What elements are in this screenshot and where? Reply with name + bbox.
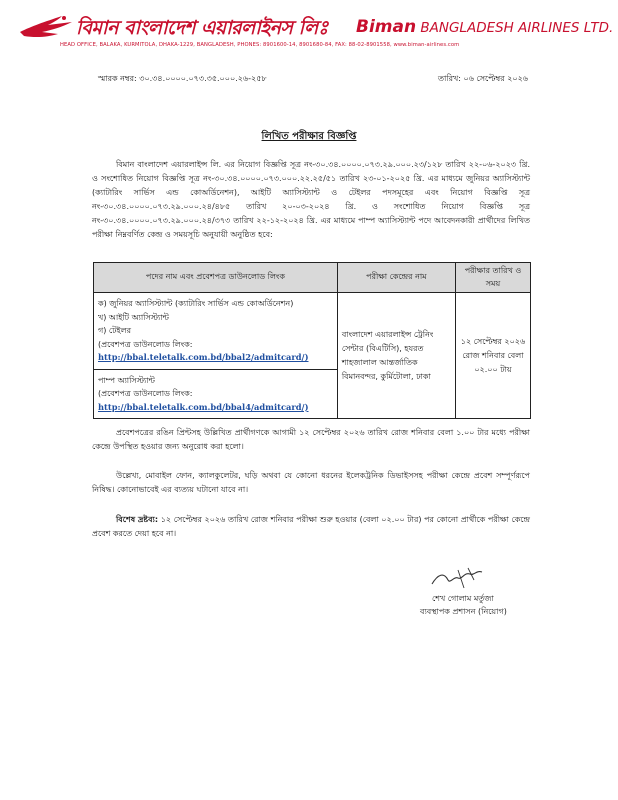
post-item: গ) টেইলর — [98, 326, 132, 335]
admit-card-link-2[interactable]: http://bbal.teletalk.com.bd/bbal4/admitcard/) — [98, 401, 309, 412]
intro-paragraph: বিমান বাংলাদেশ এয়ারলাইন্স লি. এর নিয়োগ বিজ্ঞপ্তি সূত্র নং-৩০.৩৪.০০০০.০৭৩.২৯.০০০.২৩/১২৮ তারিখ ২২-০৬-২০২৩ খ্রি. ও সংশোধিত নিয়োগ বিজ্ঞপ্তি সূত্র নং-৩০.৩৪.০০০০.০৭৩.০০০.২২.২৫/৫১ তারিখ ২৩-০১-২০২৫ খ্রি. এর মাধ্যমে জুনিয়র অ্যাসিস্ট্যান্ট (ক্যাটারিং সার্ভিস এন্ড কোঅর্ডিনেশন), আইটি অ্যাসিস্ট্যান্ট ও টেইলর পদসমূহের এবং নিয়োগ বিজ্ঞপ্তি সূত্র নং-৩০.৩৪.০০০০.০৭৩.২৯.০০০.২৪/৪৮৫ তারিখ ২০-০৩-২০২৪ খ্রি. ও সংশোধিত নিয়োগ বিজ্ঞপ্তি সূত্র নং-৩০.৩৪.০০০০.০৭৩.২৯.০০০.২৪/৩৭৩ তারিখ ২২-১২-২০২৪ খ্রি. এর মাধ্যমে পাম্প অ্যাসিস্ট্যান্ট পদে আবেদনকারী প্রার্থীদের লিখিত পরীক্ষা নিম্নবর্ণিত কেন্দ্র ও সময়সূচি অনুযায়ী অনুষ্ঠিত হবে: — [92, 160, 530, 239]
post-group-2 — [94, 369, 338, 419]
signatory-designation: ব্যবস্থাপক প্রশাসন (নিয়োগ) — [420, 607, 507, 616]
airline-name-biman: Biman — [356, 17, 417, 37]
exam-center-cell: বাংলাদেশ এয়ারলাইন্স ট্রেনিং সেন্টার (বিএটিসি), হযরত শাহজালাল আন্তর্জাতিক বিমানবন্দর, কুর্মিটোলা, ঢাকা — [337, 293, 455, 419]
table-header-row — [94, 263, 531, 293]
admit-card-link-1[interactable]: http://bbal.teletalk.com.bd/bbal2/admitcard/) — [98, 352, 309, 362]
signatory-name: শেখ গোলাম মর্তুজা — [432, 594, 494, 603]
memo-date: তারিখ: ০৬ সেপ্টেম্বর ২০২৬ — [438, 74, 528, 83]
download-label: (প্রবেশপত্র ডাউনলোড লিংক: — [98, 389, 193, 398]
special-note-text: ১২ সেপ্টেম্বর ২০২৬ তারিখ রোজ শনিবার পরীক্ষা শুরু হওয়ার (বেলা ০২.০০ টার) পর কোনো প্রার্থীকে পরীক্ষা কেন্দ্রে প্রবেশ করতে দেয়া হবে না। — [92, 515, 530, 538]
post-item: ক) জুনিয়র অ্যাসিস্ট্যান্ট (ক্যাটারিং সার্ভিস এন্ড কোঅর্ডিনেশন) — [98, 299, 294, 308]
signature-mark — [428, 566, 486, 592]
notice-title — [0, 124, 618, 146]
exam-schedule-table — [93, 262, 531, 419]
head-office-address: HEAD OFFICE, BALAKA, KURMITOLA, DHAKA-1229, BANGLADESH, PHONES: 8901600-14, 8901680-84, FAX: 88-02-8901558, www.biman-airlines.com — [60, 42, 460, 48]
memo-number: স্মারক নম্বর: ৩০.৩৪.০০০০.০৭৩.৩৫.০০০.২৬-২৫৮ — [98, 74, 267, 83]
exam-date-cell: ১২ সেপ্টেম্বর ২০২৬ রোজ শনিবার বেলা ০২.০০ টায় — [455, 293, 530, 419]
header-post-name: পদের নাম এবং প্রবেশপত্র ডাউনলোড লিংক — [94, 263, 338, 293]
header-exam-center: পরীক্ষা কেন্দ্রের নাম — [337, 263, 455, 293]
letterhead — [18, 12, 614, 52]
post-item: পাম্প অ্যাসিস্ট্যান্ট — [98, 375, 155, 385]
airline-name-rest: BANGLADESH AIRLINES LTD. — [420, 20, 614, 36]
download-label: (প্রবেশপত্র ডাউনলোড লিংক: — [98, 339, 193, 349]
table-row — [94, 293, 531, 370]
special-note-paragraph — [92, 513, 530, 541]
airline-name-english — [356, 17, 613, 37]
header-exam-date: পরীক্ষার তারিখ ও সময় — [455, 263, 530, 293]
post-item: খ) আইটি অ্যাসিস্ট্যান্ট — [98, 312, 169, 322]
device-prohibition-paragraph: উল্লেখ্য, মোবাইল ফোন, ক্যালকুলেটর, ঘড়ি অথবা যে কোনো ধরনের ইলেকট্রনিক ডিভাইসসহ পরীক্ষা কেন্দ্রে প্রবেশ সম্পূর্ণরূপে নিষিদ্ধ। কোনোভাবেই এর ব্যত্যয় ঘটানো যাবে না। — [92, 471, 530, 494]
attendance-paragraph: প্রবেশপত্রের রঙিন প্রিন্টসহ উল্লিখিত প্রার্থীগণকে আগামী ১২ সেপ্টেম্বর ২০২৬ তারিখ রোজ শনিবার বেলা ১.০০ টার মধ্যে পরীক্ষা কেন্দ্রে উপস্থিত হওয়ার জন্য অনুরোধ করা হলো। — [92, 428, 530, 451]
biman-crane-logo-icon — [18, 12, 76, 44]
airline-name-bangla: বিমান বাংলাদেশ এয়ারলাইনস লিঃ — [76, 17, 328, 39]
special-note-lead: বিশেষ দ্রষ্টব্য: — [116, 515, 159, 524]
notice-title-text: লিখিত পরীক্ষার বিজ্ঞপ্তি — [261, 131, 357, 142]
post-group-1 — [94, 293, 338, 370]
